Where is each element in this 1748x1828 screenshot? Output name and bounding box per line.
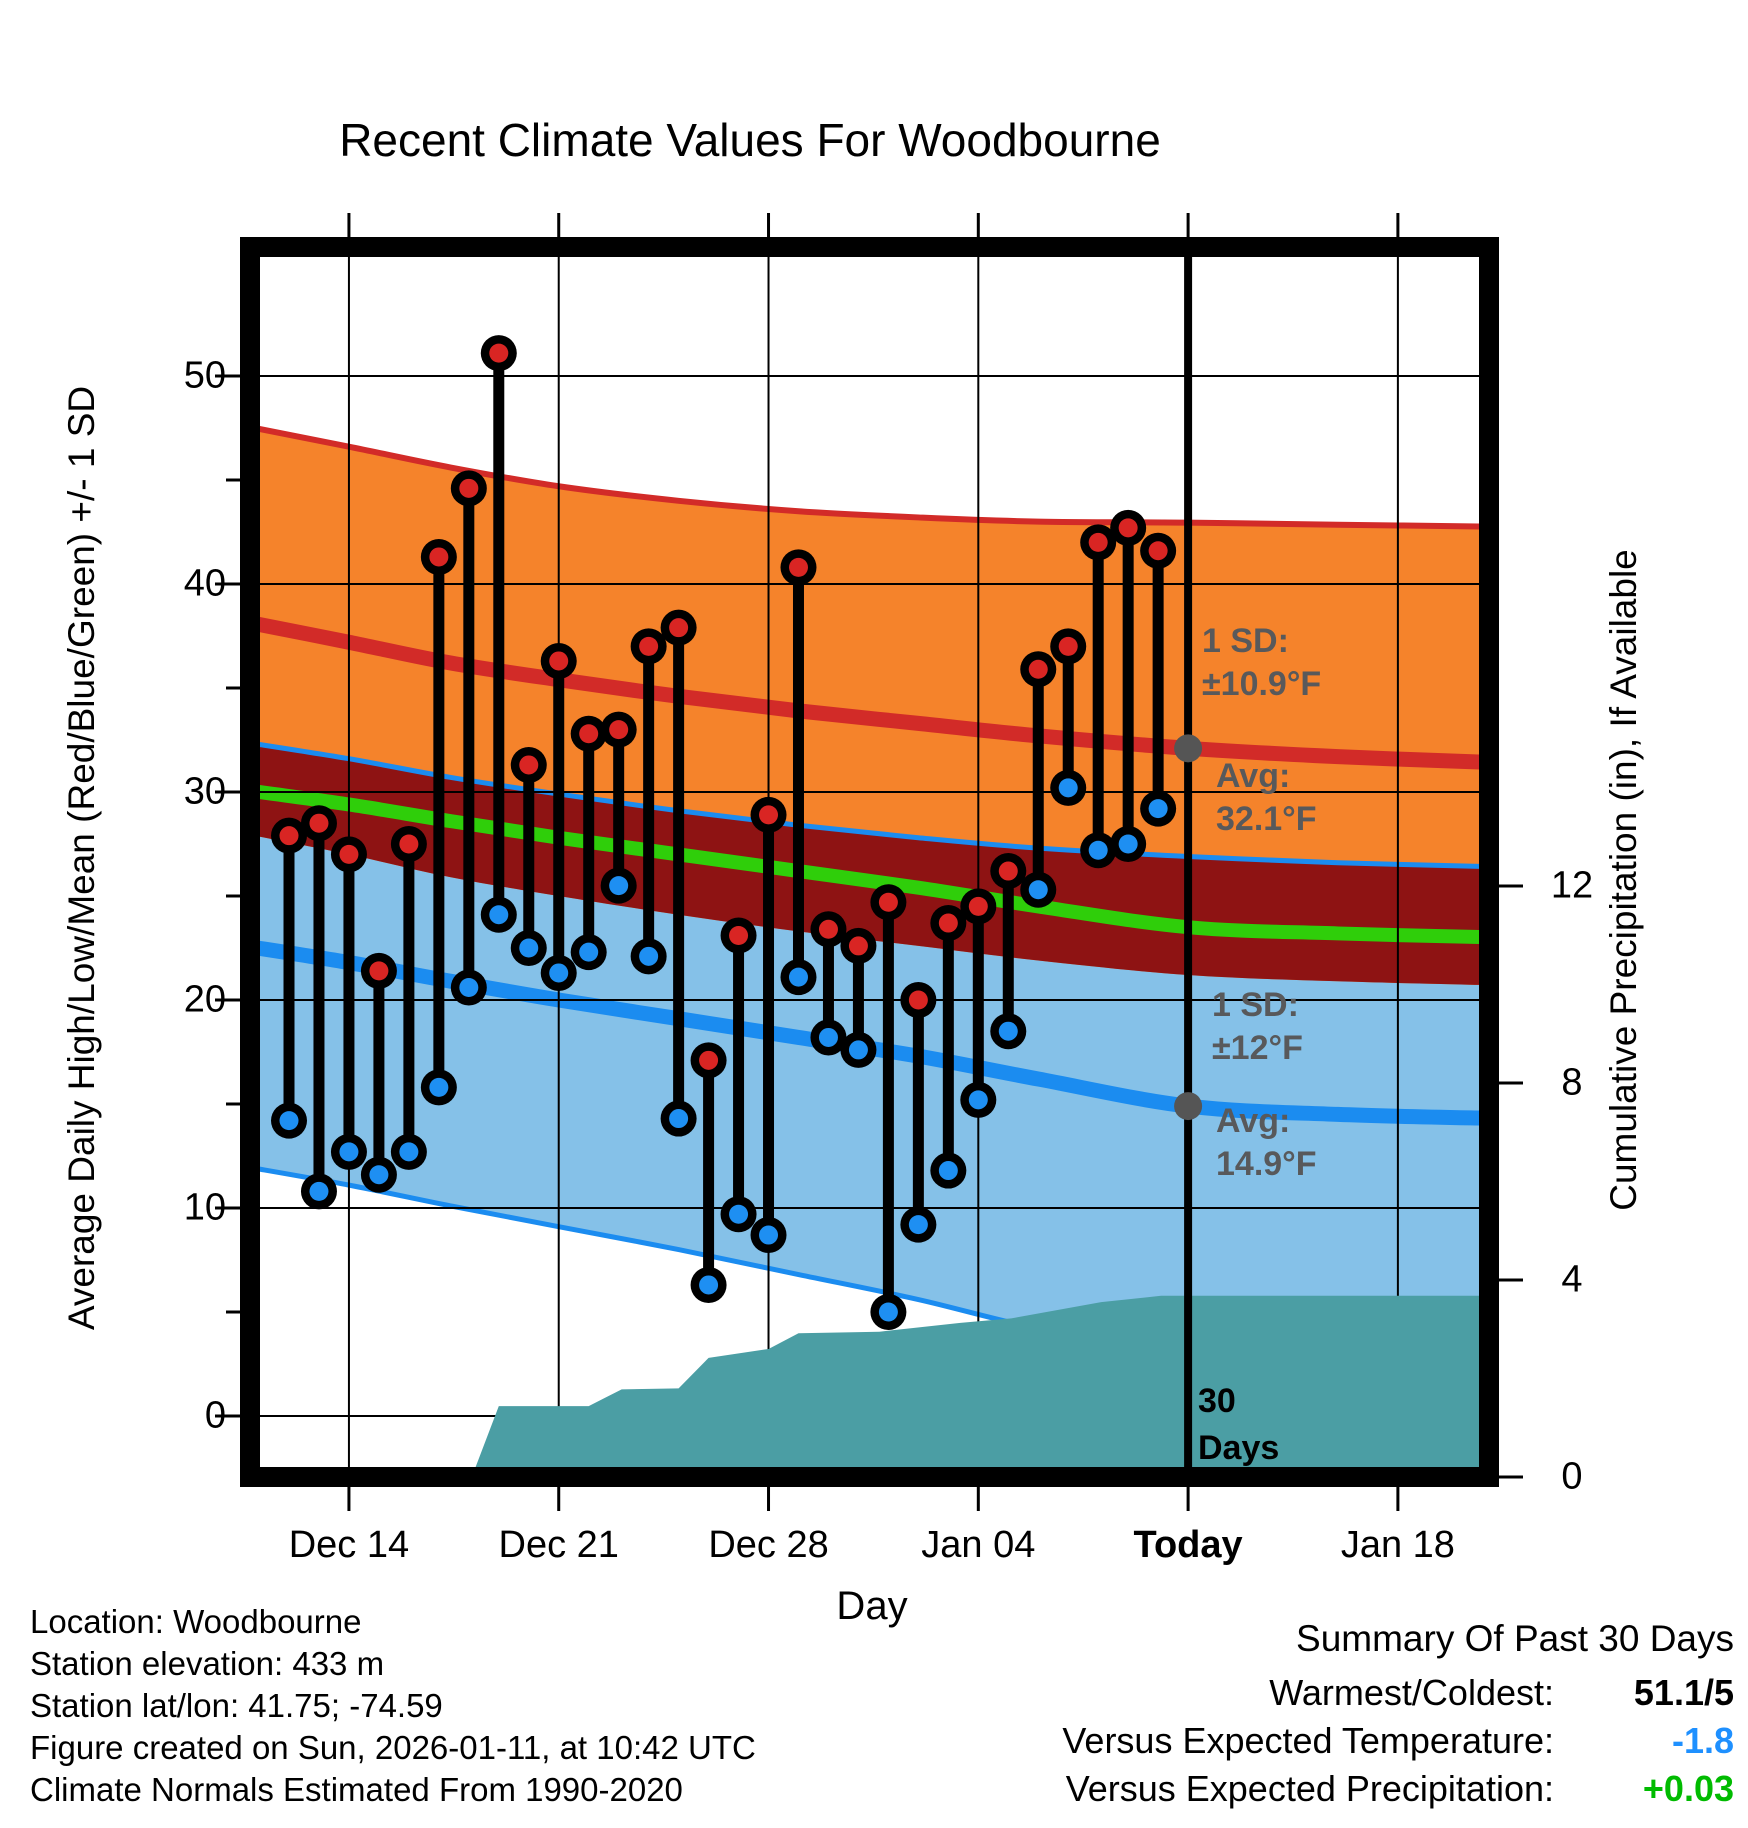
high-dot — [999, 862, 1018, 881]
y-axis-label-left: Average Daily High/Low/Mean (Red/Blue/Green) +/- 1 SD — [61, 385, 102, 1331]
low-dot — [849, 1040, 868, 1059]
x-tick-label-jan-04: Jan 04 — [921, 1524, 1036, 1566]
high-dot — [339, 845, 358, 864]
annotation-high-avg — [1216, 755, 1317, 841]
annotation-low-sd — [1212, 984, 1303, 1070]
summary-value: -1.8 — [1671, 1720, 1734, 1761]
footer-normals: Climate Normals Estimated From 1990-2020 — [30, 1771, 683, 1808]
y-tick-label-40: 40 — [183, 562, 226, 605]
low-dot — [489, 905, 508, 924]
low-dot — [1149, 799, 1168, 818]
high-dot — [429, 547, 448, 566]
annotation-line: 1 SD: — [1212, 986, 1299, 1024]
low-dot — [759, 1226, 778, 1245]
footer-created: Figure created on Sun, 2026-01-11, at 10:42 UTC — [30, 1729, 756, 1766]
footer-elevation: Station elevation: 433 m — [30, 1645, 385, 1682]
x-tick-label-dec-14: Dec 14 — [288, 1524, 410, 1566]
x-tick-label-jan-18: Jan 18 — [1340, 1524, 1455, 1566]
annotation-high-sd — [1202, 620, 1321, 706]
precip-tick-label-12: 12 — [1550, 864, 1594, 907]
y-tick-label-0: 0 — [204, 1394, 226, 1437]
summary-label: Warmest/Coldest: — [1269, 1672, 1554, 1713]
low-dot — [369, 1165, 388, 1184]
high-dot — [969, 897, 988, 916]
y-tick-label-10: 10 — [183, 1186, 226, 1229]
low-dot — [280, 1111, 299, 1130]
footer-latlon: Station lat/lon: 41.75; -74.59 — [30, 1687, 443, 1724]
low-dot — [399, 1142, 418, 1161]
annotation-line: 30 — [1198, 1382, 1236, 1420]
low-dot — [819, 1028, 838, 1047]
x-tick-label-today: Today — [1133, 1524, 1243, 1566]
high-dot — [579, 724, 598, 743]
low-dot — [1059, 778, 1078, 797]
annotation-low-avg — [1216, 1100, 1317, 1186]
high-dot — [1059, 637, 1078, 656]
low-dot — [729, 1205, 748, 1224]
page-title: Recent Climate Values For Woodbourne — [339, 114, 1161, 166]
high-dot — [309, 814, 328, 833]
high-dot — [789, 558, 808, 577]
low-dot — [669, 1109, 688, 1128]
station-footer — [30, 1601, 756, 1811]
annotation-line: 32.1°F — [1216, 800, 1317, 838]
avg-high-marker — [1174, 734, 1202, 762]
high-dot — [369, 961, 388, 980]
annotation-line: Avg: — [1216, 1102, 1291, 1140]
annotation-30-days — [1198, 1378, 1279, 1472]
summary-title: Summary Of Past 30 Days — [1296, 1618, 1734, 1659]
summary-value: 51.1/5 — [1633, 1672, 1734, 1713]
low-dot — [939, 1161, 958, 1180]
high-dot — [519, 755, 538, 774]
summary-label: Versus Expected Temperature: — [1062, 1720, 1554, 1761]
low-dot — [519, 939, 538, 958]
low-dot — [909, 1215, 928, 1234]
high-dot — [849, 936, 868, 955]
summary-row-vs-temperature — [1062, 1720, 1734, 1768]
high-dot — [1119, 518, 1138, 537]
y-axis-label-right: Cumulative Precipitation (in), If Available — [1603, 549, 1644, 1211]
high-dot — [639, 637, 658, 656]
annotation-line: 14.9°F — [1216, 1145, 1317, 1183]
high-dot — [489, 344, 508, 363]
summary-block — [1062, 1618, 1734, 1816]
x-tick-label-dec-28: Dec 28 — [708, 1524, 829, 1566]
precip-tick-label-4: 4 — [1561, 1258, 1583, 1301]
low-dot — [459, 978, 478, 997]
annotation-line: ±12°F — [1212, 1029, 1303, 1067]
high-dot — [1149, 541, 1168, 560]
high-dot — [819, 920, 838, 939]
low-dot — [879, 1303, 898, 1322]
summary-label: Versus Expected Precipitation: — [1065, 1768, 1554, 1809]
high-dot — [939, 914, 958, 933]
y-tick-label-20: 20 — [183, 978, 226, 1021]
annotation-line: Days — [1198, 1429, 1280, 1467]
footer-location: Location: Woodbourne — [30, 1603, 362, 1640]
cumulative-precip-area — [472, 1296, 1512, 1477]
low-dot — [309, 1182, 328, 1201]
high-dot — [549, 651, 568, 670]
low-dot — [429, 1078, 448, 1097]
high-dot — [879, 893, 898, 912]
high-dot — [1029, 660, 1048, 679]
high-dot — [459, 479, 478, 498]
low-dot — [1029, 880, 1048, 899]
avg-low-marker — [1174, 1092, 1202, 1120]
precip-tick-label-8: 8 — [1561, 1061, 1583, 1104]
high-dot — [759, 805, 778, 824]
low-dot — [339, 1142, 358, 1161]
low-dot — [699, 1275, 718, 1294]
low-dot — [969, 1090, 988, 1109]
y-tick-label-30: 30 — [183, 770, 226, 813]
y-tick-label-50: 50 — [183, 354, 226, 397]
low-dot — [549, 963, 568, 982]
low-dot — [639, 947, 658, 966]
high-dot — [729, 926, 748, 945]
x-axis-title: Day — [836, 1584, 908, 1628]
low-dot — [789, 968, 808, 987]
low-dot — [1089, 841, 1108, 860]
summary-row-vs-precipitation — [1062, 1768, 1734, 1816]
annotation-line: 1 SD: — [1202, 622, 1289, 660]
annotation-line: Avg: — [1216, 757, 1291, 795]
high-dot — [609, 720, 628, 739]
low-dot — [1119, 835, 1138, 854]
high-dot — [280, 826, 299, 845]
high-dot — [399, 835, 418, 854]
high-dot — [699, 1051, 718, 1070]
annotation-line: ±10.9°F — [1202, 665, 1322, 703]
summary-row-warmest-coldest — [1062, 1672, 1734, 1720]
high-dot — [669, 618, 688, 637]
high-dot — [909, 991, 928, 1010]
low-dot — [579, 943, 598, 962]
summary-value: +0.03 — [1642, 1768, 1734, 1809]
high-dot — [1089, 533, 1108, 552]
low-dot — [609, 876, 628, 895]
low-dot — [999, 1022, 1018, 1041]
precip-tick-label-0: 0 — [1561, 1455, 1583, 1498]
x-tick-label-dec-21: Dec 21 — [498, 1524, 619, 1566]
